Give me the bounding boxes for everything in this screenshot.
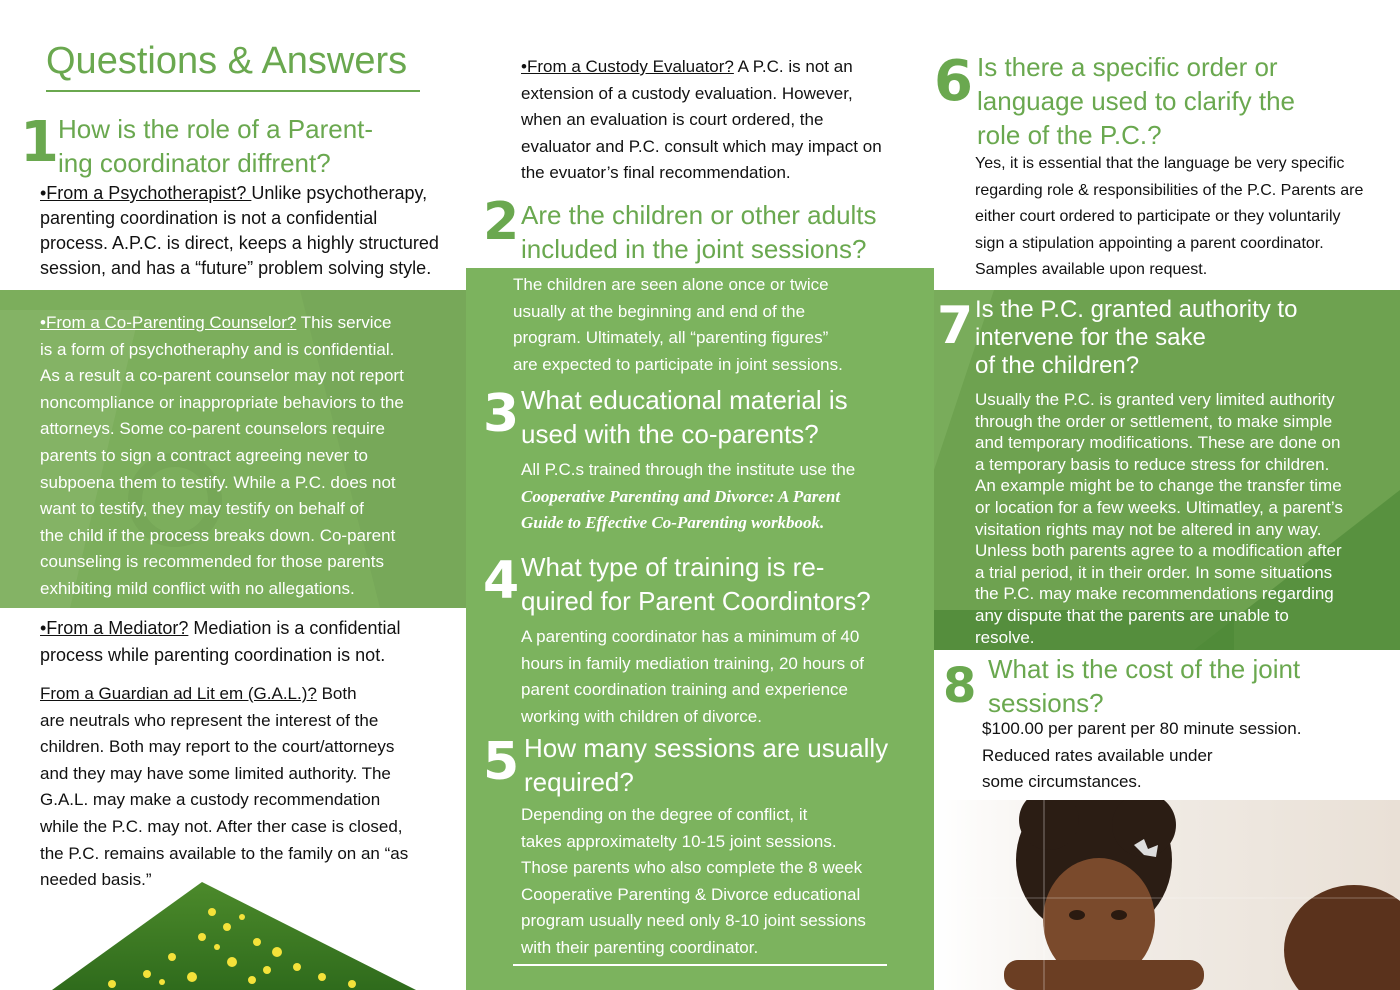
answer-guardian-ad-litem	[40, 681, 408, 894]
answer-line: An example might be to change the transfer time	[975, 476, 1342, 496]
question-3-heading	[521, 383, 848, 451]
heading-line: What type of training is re-	[521, 552, 825, 582]
heading-line: How many sessions are usually	[524, 733, 889, 763]
answer-line: All P.C.s trained through the institute use the	[521, 460, 856, 479]
heading-line: Is the P.C. granted authority to	[975, 296, 1298, 323]
answer-line: or location for a few weeks. Ultimatley, a parent’s	[975, 497, 1343, 517]
heading-line: What educational material is	[521, 385, 848, 415]
answer-line: session, and has a “future” problem solving style.	[40, 258, 432, 278]
answer-line: Unlike psychotherapy,	[251, 183, 428, 203]
question-number-3: 3	[483, 384, 520, 444]
heading-line: of the children?	[975, 352, 1140, 379]
bottom-divider	[513, 964, 887, 966]
answer-line: program usually need only 8-10 joint sessions	[521, 911, 866, 931]
answer-line: usually at the beginning and end of the	[513, 301, 806, 321]
answer-line: working with children of divorce.	[521, 706, 762, 726]
answer-line: parenting coordination is not a confidential	[40, 208, 378, 228]
question-1-heading	[58, 112, 373, 180]
answer-line: attorneys. Some co-parent counselors require	[40, 419, 385, 439]
answer-line: Yes, it is essential that the language be very specific	[975, 155, 1345, 172]
answer-line: through the order or settlement, to make simple	[975, 411, 1333, 431]
answer-line: This service	[296, 313, 392, 332]
heading-line: Are the children or other adults	[521, 200, 877, 230]
answer-line: G.A.L. may make a custody recommendation	[40, 790, 381, 810]
question-number-1: 1	[20, 110, 59, 175]
answer-line: and temporary modifications. These are done on	[975, 433, 1341, 453]
answer-line: parents to sign a contract agreeing never to	[40, 445, 368, 465]
flower-field-image	[52, 882, 416, 990]
heading-line: How is the role of a Parent-	[58, 114, 374, 144]
answer-line: a trial period, it in their order. In some situations	[975, 562, 1333, 582]
answer-line: program. Ultimately, all “parenting figures”	[513, 328, 829, 348]
answer-line: the evuator’s final recommendation.	[521, 163, 791, 183]
heading-line: intervene for the sake	[975, 324, 1206, 351]
answer-line: while the P.C. may not. After ther case is closed,	[40, 816, 403, 836]
heading-line: What is the cost of the joint	[988, 654, 1301, 684]
answer-6	[975, 151, 1363, 284]
question-number-4: 4	[483, 551, 520, 611]
answer-line: The children are seen alone once or twice	[513, 275, 829, 294]
answer-line: Unless both parents agree to a modification after	[975, 541, 1342, 561]
question-2-heading	[521, 198, 877, 266]
heading-line: used with the co-parents?	[521, 419, 819, 449]
title-underline	[46, 90, 420, 92]
answer-line: A parenting coordinator has a minimum of 40	[521, 627, 860, 646]
answer-line: the child if the process breaks down. Co-parent	[40, 525, 396, 545]
answer-line: exhibiting mild conflict with no allegations.	[40, 578, 355, 598]
answer-coparenting-counselor	[40, 310, 404, 603]
answer-line: some circumstances.	[982, 772, 1142, 791]
answer-7	[975, 389, 1343, 648]
question-6-heading	[977, 50, 1295, 152]
answer-line: subpoena them to testify. While a P.C. does not	[40, 472, 396, 492]
answer-line: with their parenting coordinator.	[521, 937, 759, 957]
heading-line: ing coordinator diffrent?	[58, 148, 331, 178]
answer-line: $100.00 per parent per 80 minute session.	[982, 719, 1302, 738]
answer-line: the P.C. may make recommendations regarding	[975, 584, 1334, 604]
answer-4	[521, 624, 864, 730]
answer-line: the P.C. remains available to the family on an “as	[40, 843, 409, 863]
question-7-heading	[975, 296, 1297, 380]
evaluator-label: •From a Custody Evaluator?	[521, 57, 734, 76]
answer-5	[521, 802, 866, 962]
answer-line: a temporary basis to reduce stress for children.	[975, 454, 1330, 474]
question-number-6: 6	[934, 49, 973, 114]
answer-line: and they may have some limited authority. The	[40, 763, 391, 783]
answer-line: sign a stipulation appointing a parent coordinator.	[975, 234, 1324, 252]
answer-line: needed basis.”	[40, 870, 152, 890]
question-number-2: 2	[483, 192, 520, 252]
psychotherapist-label: •From a Psychotherapist?	[40, 183, 252, 203]
question-8-heading	[988, 652, 1300, 720]
answer-line: resolve.	[975, 627, 1035, 647]
answer-line: evaluator and P.C. consult which may impact on	[521, 136, 882, 156]
answer-line: A P.C. is not an	[733, 57, 853, 76]
heading-line: included in the joint sessions?	[521, 234, 867, 264]
answer-line: are neutrals who represent the interest of the	[40, 710, 379, 730]
answer-line: children. Both may report to the court/attorneys	[40, 737, 395, 757]
heading-line: sessions?	[988, 688, 1104, 718]
answer-line: Both	[316, 684, 357, 703]
answer-line: regarding role & responsibilities of the P.C. Parents are	[975, 181, 1364, 199]
answer-line: Samples available upon request.	[975, 261, 1208, 279]
answer-line: Cooperative Parenting & Divorce educational	[521, 884, 861, 904]
answer-psychotherapist	[40, 181, 439, 281]
heading-line: language used to clarify the	[977, 86, 1295, 116]
counselor-label: •From a Co-Parenting Counselor?	[40, 313, 297, 332]
answer-line: counseling is recommended for those parents	[40, 552, 384, 572]
answer-line: process while parenting coordination is not.	[40, 645, 386, 665]
question-5-heading	[524, 731, 888, 799]
mediator-label: •From a Mediator?	[40, 618, 189, 638]
answer-line: Mediation is a confidential	[188, 618, 401, 638]
answer-line: process. A.P.C. is direct, keeps a highly structured	[40, 233, 439, 253]
book-title-line: Guide to Effective Co-Parenting workbook.	[521, 513, 825, 533]
answer-line: any dispute that the parents are unable to	[975, 605, 1289, 625]
book-title-line: Cooperative Parenting and Divorce: A Parent	[521, 486, 841, 506]
answer-8	[982, 716, 1301, 796]
heading-line: required?	[524, 767, 634, 797]
answer-3	[521, 457, 855, 537]
answer-custody-evaluator	[521, 54, 882, 187]
heading-line: Is there a specific order or	[977, 52, 1278, 82]
answer-line: visitation rights may not be altered in any way.	[975, 519, 1322, 539]
answer-line: takes approximatelty 10-15 joint sessions.	[521, 831, 837, 851]
answer-line: extension of a custody evaluation. However,	[521, 83, 853, 103]
question-number-5: 5	[483, 732, 520, 792]
answer-line: are expected to participate in joint sessions.	[513, 354, 843, 374]
answer-2	[513, 272, 843, 378]
heading-line: quired for Parent Coordintors?	[521, 586, 871, 616]
answer-line: Reduced rates available under	[982, 745, 1213, 765]
guardian-label: From a Guardian ad Lit em (G.A.L.)?	[40, 684, 317, 703]
answer-mediator	[40, 615, 400, 669]
answer-line: As a result a co-parent counselor may not report	[40, 366, 404, 386]
answer-line: is a form of psychotheraphy and is confidential.	[40, 339, 395, 359]
question-number-8: 8	[943, 658, 977, 714]
answer-line: Those parents who also complete the 8 week	[521, 858, 863, 878]
page-title: Questions & Answers	[46, 40, 408, 82]
answer-line: want to testify, they may testify on behalf of	[40, 499, 364, 519]
answer-line: hours in family mediation training, 20 hours of	[521, 653, 865, 673]
children-photo	[934, 800, 1400, 990]
answer-line: Depending on the degree of conflict, it	[521, 805, 808, 824]
answer-line: either court ordered to participate or they voluntarily	[975, 208, 1341, 226]
question-number-7: 7	[937, 296, 974, 356]
answer-line: when an evaluation is court ordered, the	[521, 110, 824, 130]
answer-line: noncompliance or inappropriate behaviors to the	[40, 392, 404, 412]
answer-line: Usually the P.C. is granted very limited authority	[975, 390, 1335, 409]
answer-line: parent coordination training and experience	[521, 680, 849, 700]
question-4-heading	[521, 550, 871, 618]
heading-line: role of the P.C.?	[977, 120, 1162, 150]
